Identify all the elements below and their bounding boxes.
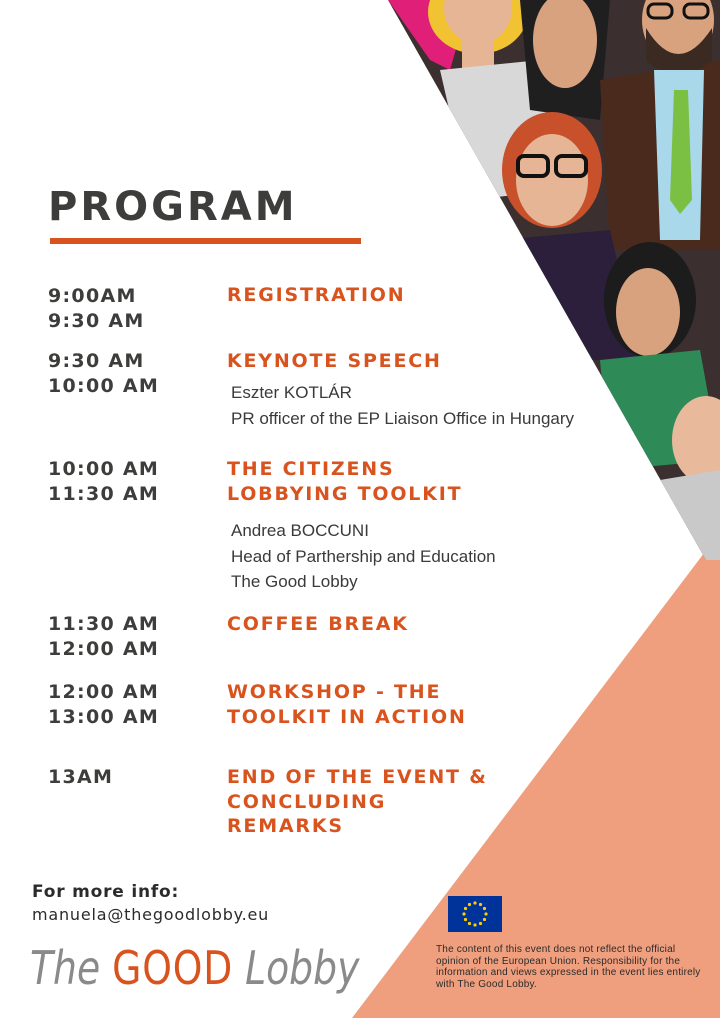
- item-title-line: LOBBYING TOOLKIT: [227, 482, 463, 505]
- contact-email[interactable]: manuela@thegoodlobby.eu: [32, 905, 270, 924]
- speaker-role: Head of Parthership and Education: [231, 546, 496, 566]
- item-title-line: KEYNOTE SPEECH: [227, 350, 442, 372]
- item-title-workshop: [227, 680, 517, 729]
- time-start: 9:00AM: [48, 285, 137, 307]
- item-title-toolkit: [227, 457, 517, 506]
- time-slot-coffee: [48, 612, 218, 662]
- time-slot-workshop: [48, 680, 218, 730]
- time-start: 9:30 AM: [48, 350, 145, 372]
- time-end: 13:00 AM: [48, 706, 160, 728]
- time-slot-toolkit: [48, 457, 218, 507]
- page-title: PROGRAM: [48, 184, 298, 230]
- time-end: 11:30 AM: [48, 483, 160, 505]
- time-end: 12:00 AM: [48, 638, 160, 660]
- time-start: 11:30 AM: [48, 613, 160, 635]
- item-title-coffee: [227, 612, 517, 637]
- logo-good: GOOD: [112, 941, 234, 995]
- item-title-line: COFFEE BREAK: [227, 613, 409, 635]
- title-underline: [50, 238, 361, 244]
- speaker-keynote: [231, 380, 574, 431]
- item-title-line: REMARKS: [227, 815, 344, 837]
- logo-lobby: Lobby: [245, 941, 360, 995]
- time-end: 9:30 AM: [48, 310, 145, 332]
- item-title-line: END OF THE EVENT &: [227, 766, 488, 788]
- item-title-end: [227, 765, 517, 839]
- speaker-name: Andrea BOCCUNI: [231, 521, 369, 540]
- item-title-registration: [227, 283, 517, 308]
- item-title-line: WORKSHOP - THE: [227, 681, 442, 703]
- time-slot-end: [48, 765, 218, 790]
- eu-flag-icon: [448, 896, 502, 932]
- time-end: 10:00 AM: [48, 375, 160, 397]
- item-title-keynote: [227, 349, 517, 374]
- item-title-line: THE CITIZENS: [227, 458, 395, 480]
- item-title-line: CONCLUDING: [227, 790, 387, 813]
- time-slot-keynote: [48, 349, 218, 399]
- logo-wordmark: [30, 940, 359, 996]
- speaker-org: The Good Lobby: [231, 572, 358, 591]
- speaker-name: Eszter KOTLÁR: [231, 383, 352, 402]
- time-start: 12:00 AM: [48, 681, 160, 703]
- logo-the: The: [30, 941, 101, 995]
- speaker-role: PR officer of the EP Liaison Office in Hungary: [231, 408, 575, 428]
- time-start: 10:00 AM: [48, 458, 160, 480]
- good-lobby-logo: [30, 940, 360, 1004]
- item-title-line: REGISTRATION: [227, 284, 406, 306]
- time-start: 13AM: [48, 766, 114, 788]
- more-info-label: For more info:: [32, 882, 180, 902]
- item-title-line: TOOLKIT IN ACTION: [227, 705, 467, 728]
- eu-disclaimer: The content of this event does not reflect the official opinion of the European Union. Responsibility for the information and views expressed in the event lies entirely with The Good Lobby.: [436, 944, 701, 990]
- time-slot-registration: [48, 284, 218, 334]
- speaker-toolkit: [231, 518, 496, 595]
